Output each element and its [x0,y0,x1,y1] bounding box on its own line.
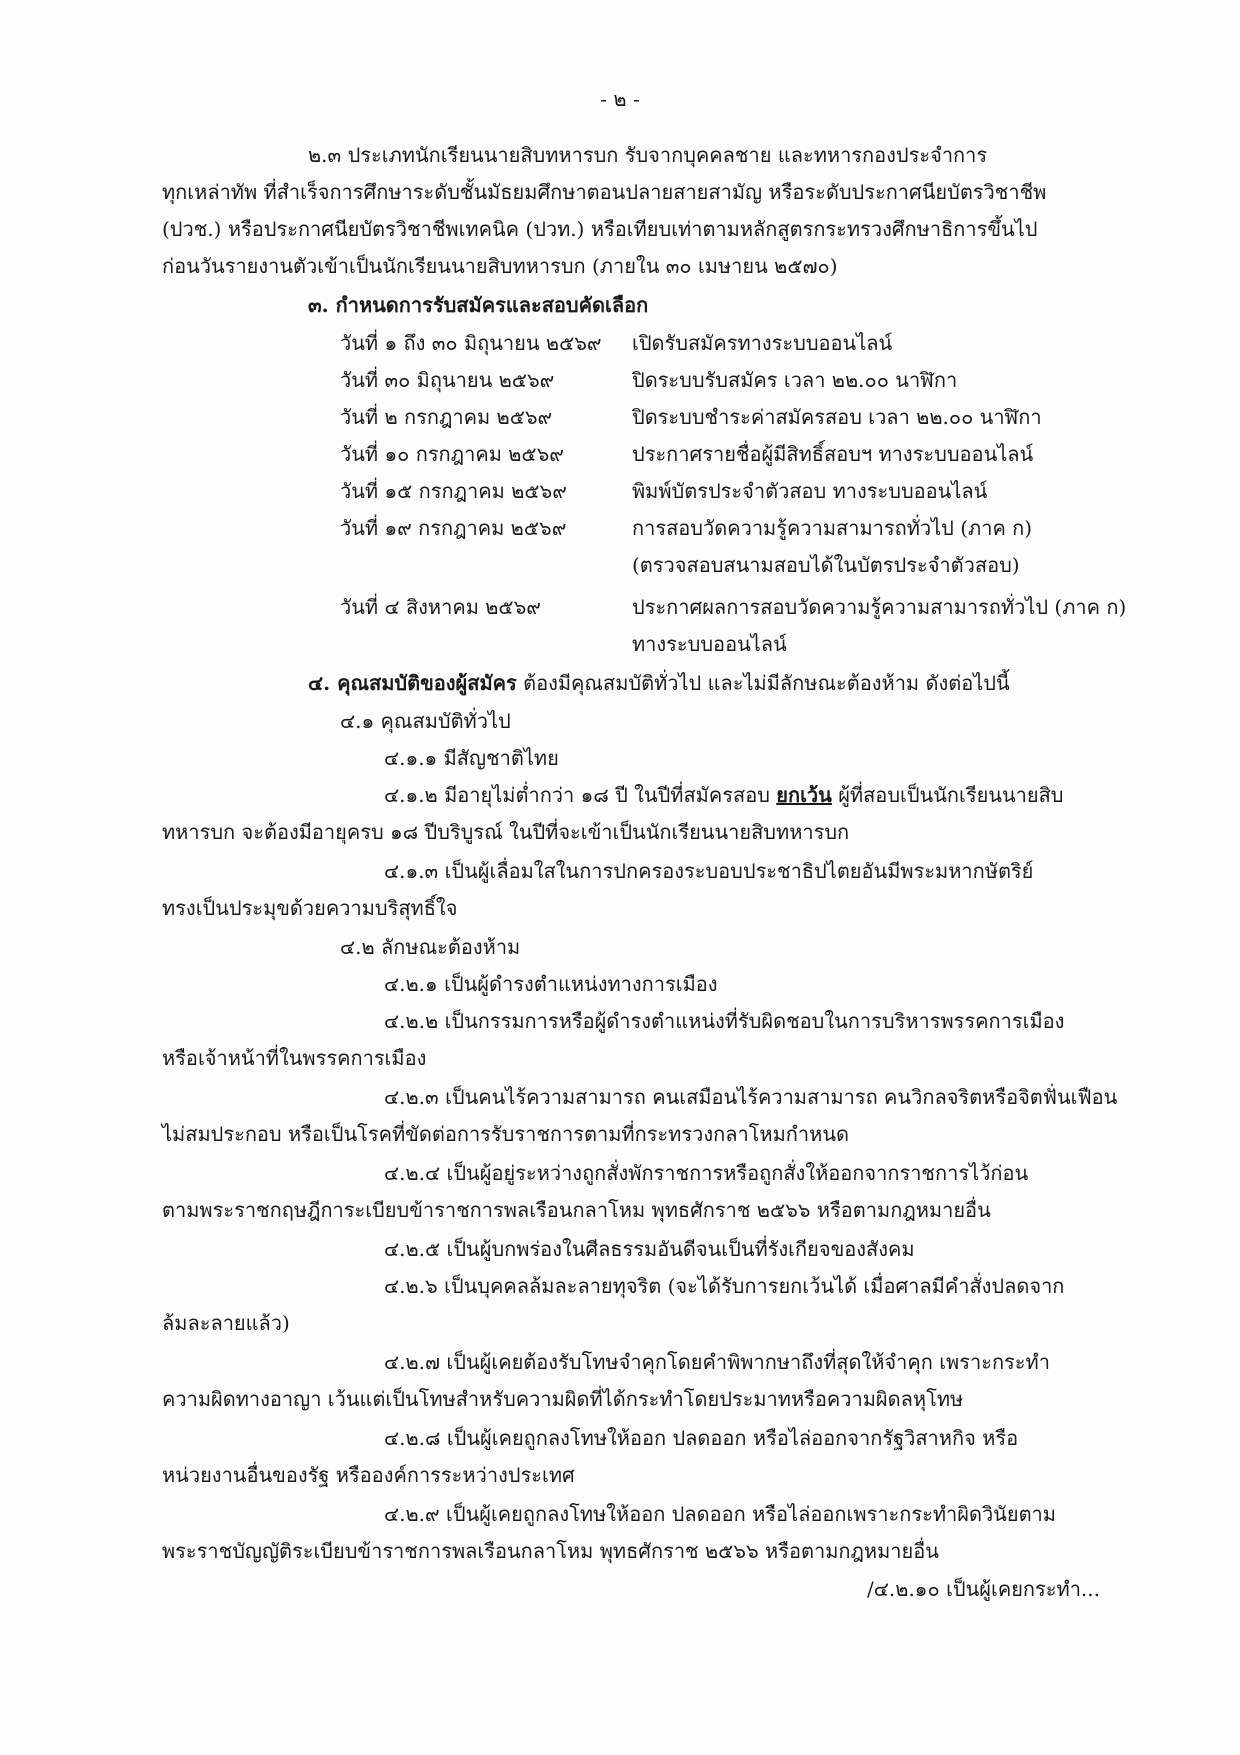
schedule-date: วันที่ ๑ ถึง ๓๐ มิถุนายน ๒๕๖๙ [340,331,602,355]
section-4-2-heading: ๔.๒ ลักษณะต้องห้าม [340,935,521,959]
item-4-1-3-line-1: ๔.๑.๓ เป็นผู้เลื่อมใสในการปกครองระบอบประชาธิปไตยอันมีพระมหากษัตริย์ [384,859,1034,883]
schedule-date: วันที่ ๑๐ กรกฎาคม ๒๕๖๙ [340,442,564,466]
schedule-event: ประกาศรายชื่อผู้มีสิทธิ์สอบฯ ทางระบบออนไลน์ [632,442,1034,466]
item-4-2-3-line-1: ๔.๒.๓ เป็นคนไร้ความสามารถ คนเสมือนไร้ความสามารถ คนวิกลจริตหรือจิตฟั่นเฟือน [384,1085,1118,1109]
item-4-2-8-line-2: หน่วยงานอื่นของรัฐ หรือองค์การระหว่างประเทศ [162,1463,575,1487]
section-4-heading-rest: ต้องมีคุณสมบัติทั่วไป และไม่มีลักษณะต้องห้าม ดังต่อไปนี้ [516,671,1010,695]
para-2-3-line-3: (ปวช.) หรือประกาศนียบัตรวิชาชีพเทคนิค (ปวท.) หรือเทียบเท่าตามหลักสูตรกระทรวงศึกษาธิการขึ้นไป [162,217,1038,241]
item-4-2-7-line-1: ๔.๒.๗ เป็นผู้เคยต้องรับโทษจำคุกโดยคำพิพากษาถึงที่สุดให้จำคุก เพราะกระทำ [384,1350,1050,1374]
section-4-heading-bold: ๔. คุณสมบัติของผู้สมัคร [308,671,517,695]
schedule-event-continued: (ตรวจสอบสนามสอบได้ในบัตรประจำตัวสอบ) [632,553,1020,577]
schedule-date: วันที่ ๑๙ กรกฎาคม ๒๕๖๙ [340,516,567,540]
continuation-note: /๔.๒.๑๐ เป็นผู้เคยกระทำ... [867,1577,1100,1601]
item-4-2-4-line-1: ๔.๒.๔ เป็นผู้อยู่ระหว่างถูกสั่งพักราชการหรือถูกสั่งให้ออกจากราชการไว้ก่อน [384,1161,1029,1185]
item-4-2-6-line-2: ล้มละลายแล้ว) [162,1311,290,1335]
item-4-2-4-line-2: ตามพระราชกฤษฎีการะเบียบข้าราชการพลเรือนกลาโหม พุทธศักราช ๒๕๖๖ หรือตามกฎหมายอื่น [162,1198,991,1222]
para-2-3-line-2: ทุกเหล่าทัพ ที่สำเร็จการศึกษาระดับชั้นมัธยมศึกษาตอนปลายสายสามัญ หรือระดับประกาศนียบัตรวิชาชีพ [162,180,1047,204]
item-4-2-3-line-2: ไม่สมประกอบ หรือเป็นโรคที่ขัดต่อการรับราชการตามที่กระทรวงกลาโหมกำหนด [162,1122,849,1146]
schedule-date: วันที่ ๔ สิงหาคม ๒๕๖๙ [340,595,541,619]
schedule-date: วันที่ ๓๐ มิถุนายน ๒๕๖๙ [340,368,555,392]
schedule-event: พิมพ์บัตรประจำตัวสอบ ทางระบบออนไลน์ [632,479,988,503]
schedule-event: ปิดระบบชำระค่าสมัครสอบ เวลา ๒๒.๐๐ นาฬิกา [632,405,1042,429]
schedule-event: ปิดระบบรับสมัคร เวลา ๒๒.๐๐ นาฬิกา [632,368,958,392]
item-4-1-2-text: ๔.๑.๒ มีอายุไม่ต่ำกว่า ๑๘ ปี ในปีที่สมัครสอบ [384,783,777,807]
item-4-2-2-line-2: หรือเจ้าหน้าที่ในพรรคการเมือง [162,1046,427,1070]
item-4-2-2-line-1: ๔.๒.๒ เป็นกรรมการหรือผู้ดำรงตำแหน่งที่รับผิดชอบในการบริหารพรรคการเมือง [384,1009,1065,1033]
schedule-event: ประกาศผลการสอบวัดความรู้ความสามารถทั่วไป (ภาค ก) [632,595,1127,619]
section-4-1-heading: ๔.๑ คุณสมบัติทั่วไป [340,709,511,733]
section-4-heading [308,668,1010,698]
item-4-1-1: ๔.๑.๑ มีสัญชาติไทย [384,746,559,770]
section-3-heading: ๓. กำหนดการรับสมัครและสอบคัดเลือก [308,293,649,317]
schedule-date: วันที่ ๑๕ กรกฎาคม ๒๕๖๙ [340,479,567,503]
schedule-event: เปิดรับสมัครทางระบบออนไลน์ [632,331,893,355]
item-4-1-3-line-2: ทรงเป็นประมุขด้วยความบริสุทธิ์ใจ [162,896,458,920]
item-4-2-1: ๔.๒.๑ เป็นผู้ดำรงตำแหน่งทางการเมือง [384,972,718,996]
para-2-3-line-1: ๒.๓ ประเภทนักเรียนนายสิบทหารบก รับจากบุคคลชาย และทหารกองประจำการ [308,143,988,167]
item-4-2-6-line-1: ๔.๒.๖ เป็นบุคคลล้มละลายทุจริต (จะได้รับการยกเว้นได้ เมื่อศาลมีคำสั่งปลดจาก [384,1274,1065,1298]
item-4-1-2-line-1 [384,780,1064,810]
item-4-2-9-line-2: พระราชบัญญัติระเบียบข้าราชการพลเรือนกลาโหม พุทธศักราช ๒๕๖๖ หรือตามกฎหมายอื่น [162,1539,939,1563]
schedule-event: การสอบวัดความรู้ความสามารถทั่วไป (ภาค ก) [632,516,1033,540]
item-4-1-2-exception: ยกเว้น [776,783,832,807]
schedule-date: วันที่ ๒ กรกฎาคม ๒๕๖๙ [340,405,553,429]
page-number: - ๒ - [600,87,640,111]
item-4-2-9-line-1: ๔.๒.๙ เป็นผู้เคยถูกลงโทษให้ออก ปลดออก หรือไล่ออกเพราะกระทำผิดวินัยตาม [384,1502,1056,1526]
item-4-2-7-line-2: ความผิดทางอาญา เว้นแต่เป็นโทษสำหรับความผิดที่ได้กระทำโดยประมาทหรือความผิดลหุโทษ [162,1387,964,1411]
schedule-event-continued: ทางระบบออนไลน์ [632,632,787,656]
para-2-3-line-4: ก่อนวันรายงานตัวเข้าเป็นนักเรียนนายสิบทหารบก (ภายใน ๓๐ เมษายน ๒๕๗๐) [162,254,838,278]
item-4-2-8-line-1: ๔.๒.๘ เป็นผู้เคยถูกลงโทษให้ออก ปลดออก หรือไล่ออกจากรัฐวิสาหกิจ หรือ [384,1426,1019,1450]
item-4-2-5: ๔.๒.๕ เป็นผู้บกพร่องในศีลธรรมอันดีจนเป็นที่รังเกียจของสังคม [384,1237,915,1261]
item-4-1-2-line-2: ทหารบก จะต้องมีอายุครบ ๑๘ ปีบริบูรณ์ ในปีที่จะเข้าเป็นนักเรียนนายสิบทหารบก [162,820,850,844]
item-4-1-2-text-rest: ผู้ที่สอบเป็นนักเรียนนายสิบ [831,783,1064,807]
